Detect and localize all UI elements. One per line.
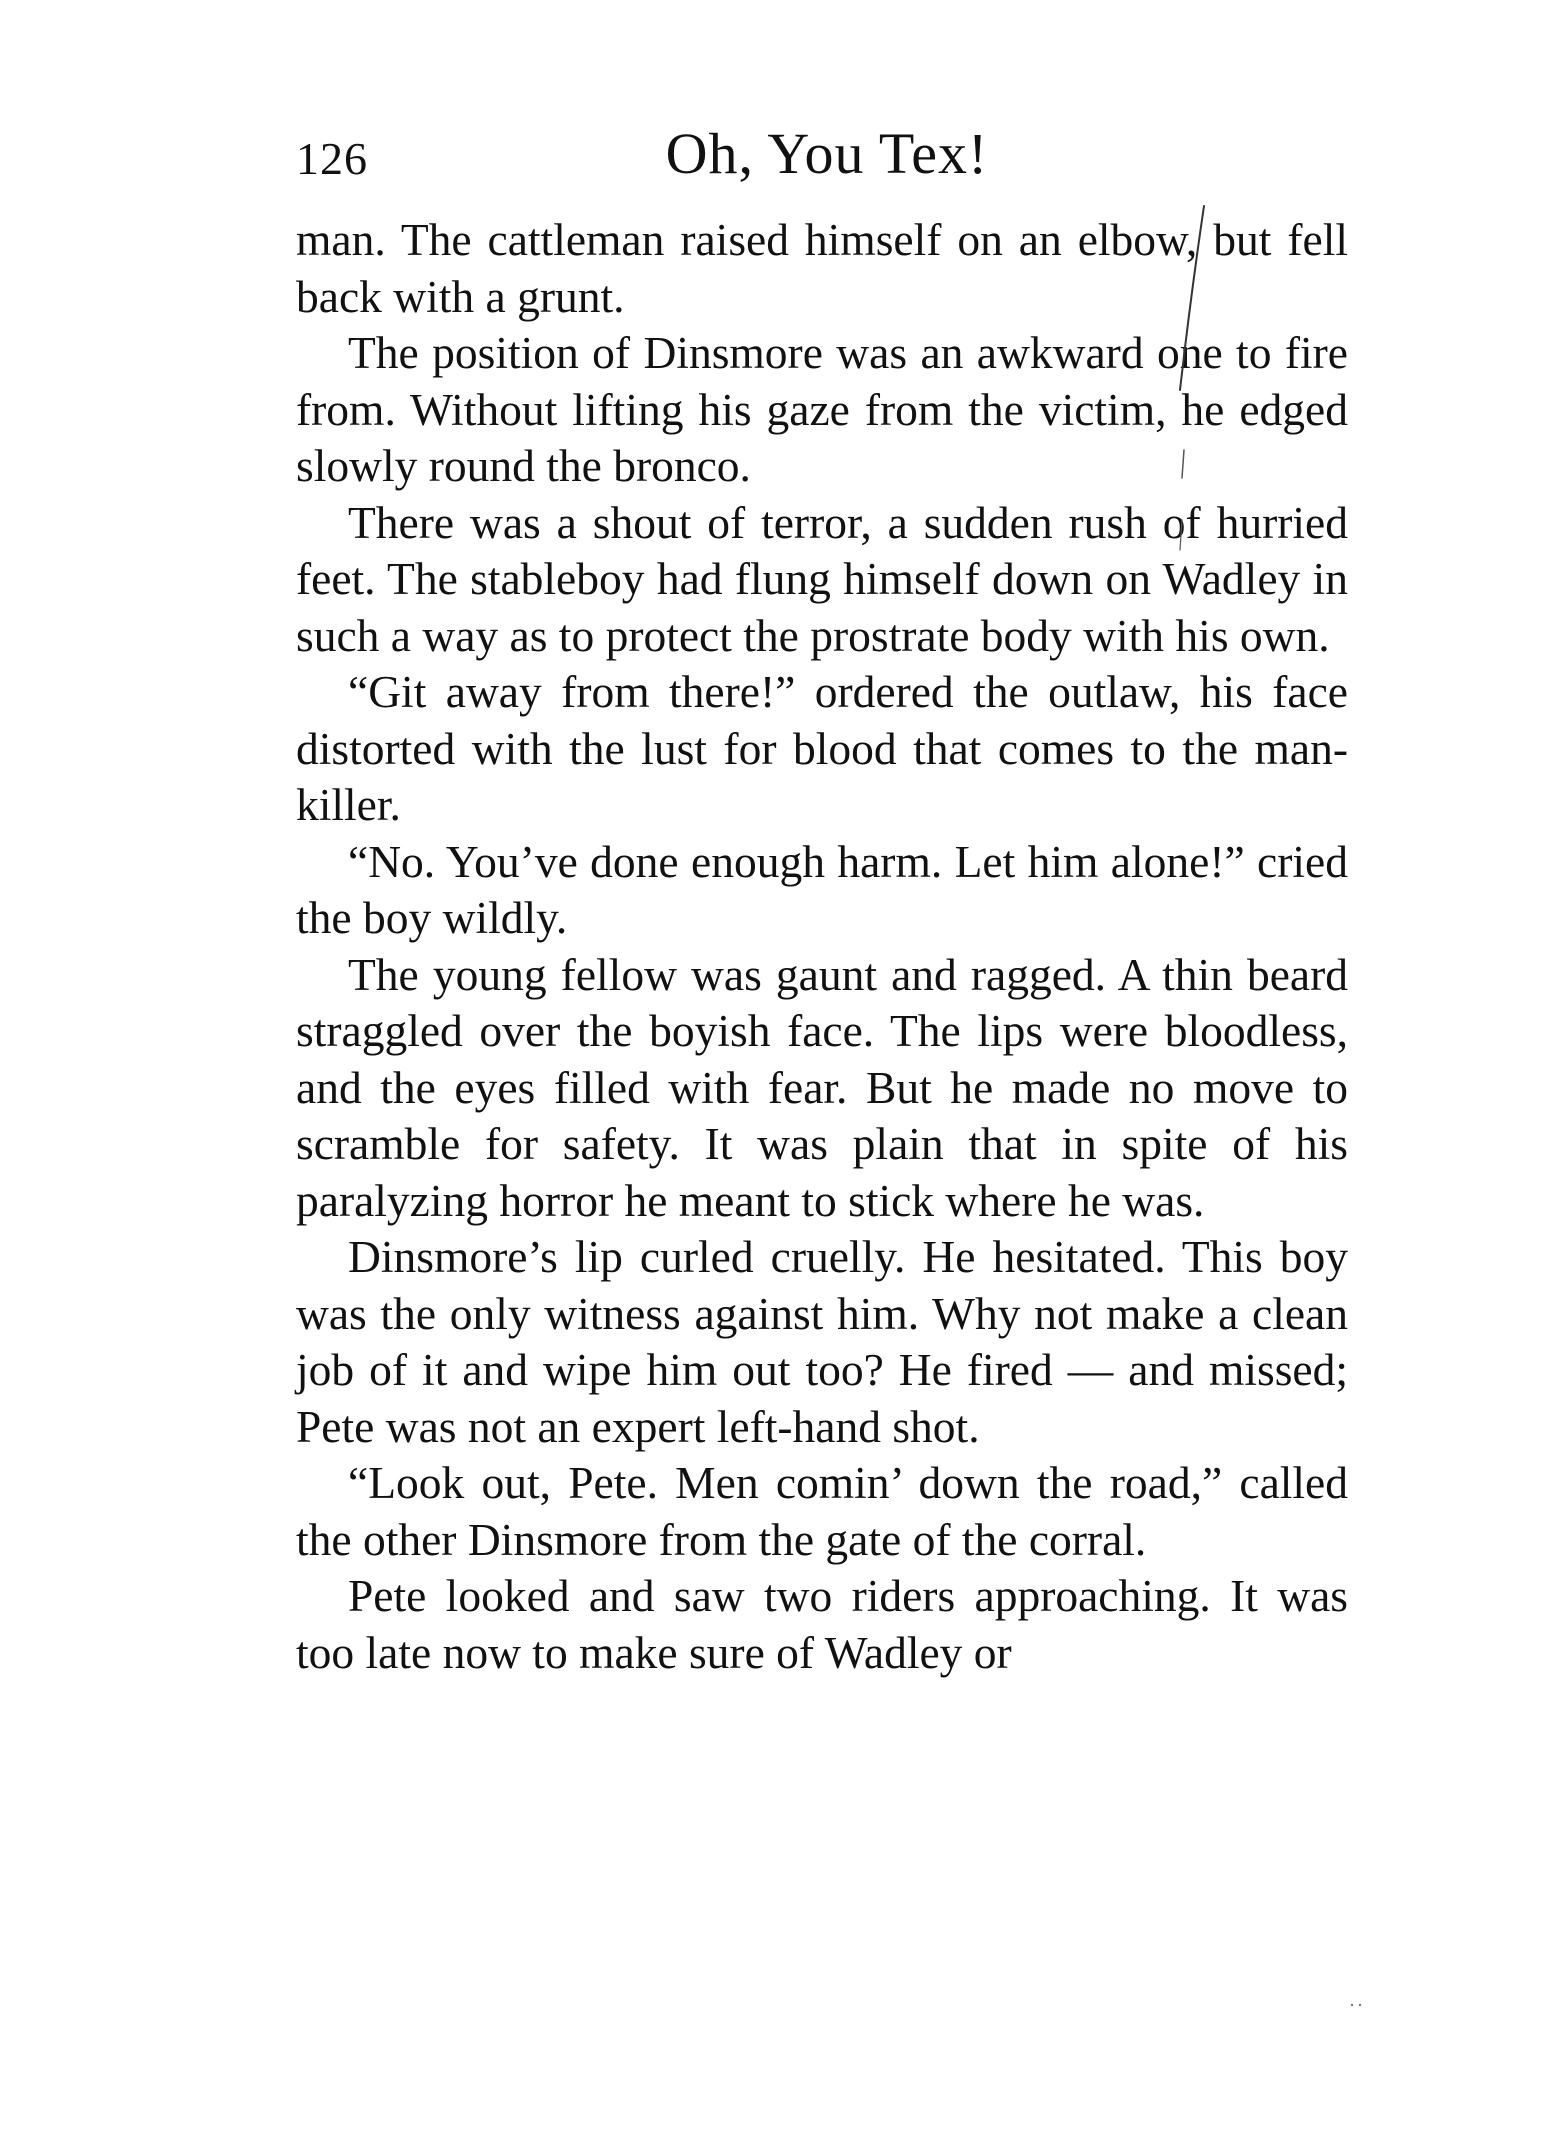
book-title: Oh, You Tex!: [665, 121, 989, 186]
paragraph-7: Dinsmore’s lip curled cruelly. He hesitated. This boy was the only witness against him. Why not make a clean job of it and wipe him out too? He fired — and missed; Pete was not an expert left-hand shot.: [296, 1231, 1348, 1452]
page-number: 126: [296, 133, 368, 184]
paragraph-1: man. The cattleman raised himself on an elbow, but fell back with a grunt.: [296, 214, 1348, 322]
paragraph-2: The position of Dinsmore was an awkward one to fire from. Without lifting his gaze from the victim, he edged slowly round the bronco.: [296, 327, 1348, 491]
body-text: [296, 212, 1348, 1681]
paragraph-9: Pete looked and saw two riders approaching. It was too late now to make sure of Wadley or: [296, 1570, 1348, 1678]
paragraph-5: “No. You’ve done enough harm. Let him alone!” cried the boy wildly.: [296, 835, 1348, 943]
running-head: [296, 121, 1348, 208]
paragraph-6: The young fellow was gaunt and ragged. A thin beard straggled over the boyish face. The lips were bloodless, and the eyes filled with fear. But he made no move to scramble for safety. It was plain that in spite of his paralyzing horror he meant to stick where he was.: [296, 948, 1348, 1226]
paper-specks: [1348, 2000, 1368, 2010]
paragraph-3: There was a shout of terror, a sudden rush of hurried feet. The stableboy had flung himself down on Wadley in such a way as to protect the prostrate body with his own.: [296, 496, 1348, 661]
paragraph-4: “Git away from there!” ordered the outlaw, his face distorted with the lust for blood that comes to the man-killer.: [296, 666, 1348, 830]
paragraph-8: “Look out, Pete. Men comin’ down the road,” called the other Dinsmore from the gate of the corral.: [296, 1457, 1348, 1565]
